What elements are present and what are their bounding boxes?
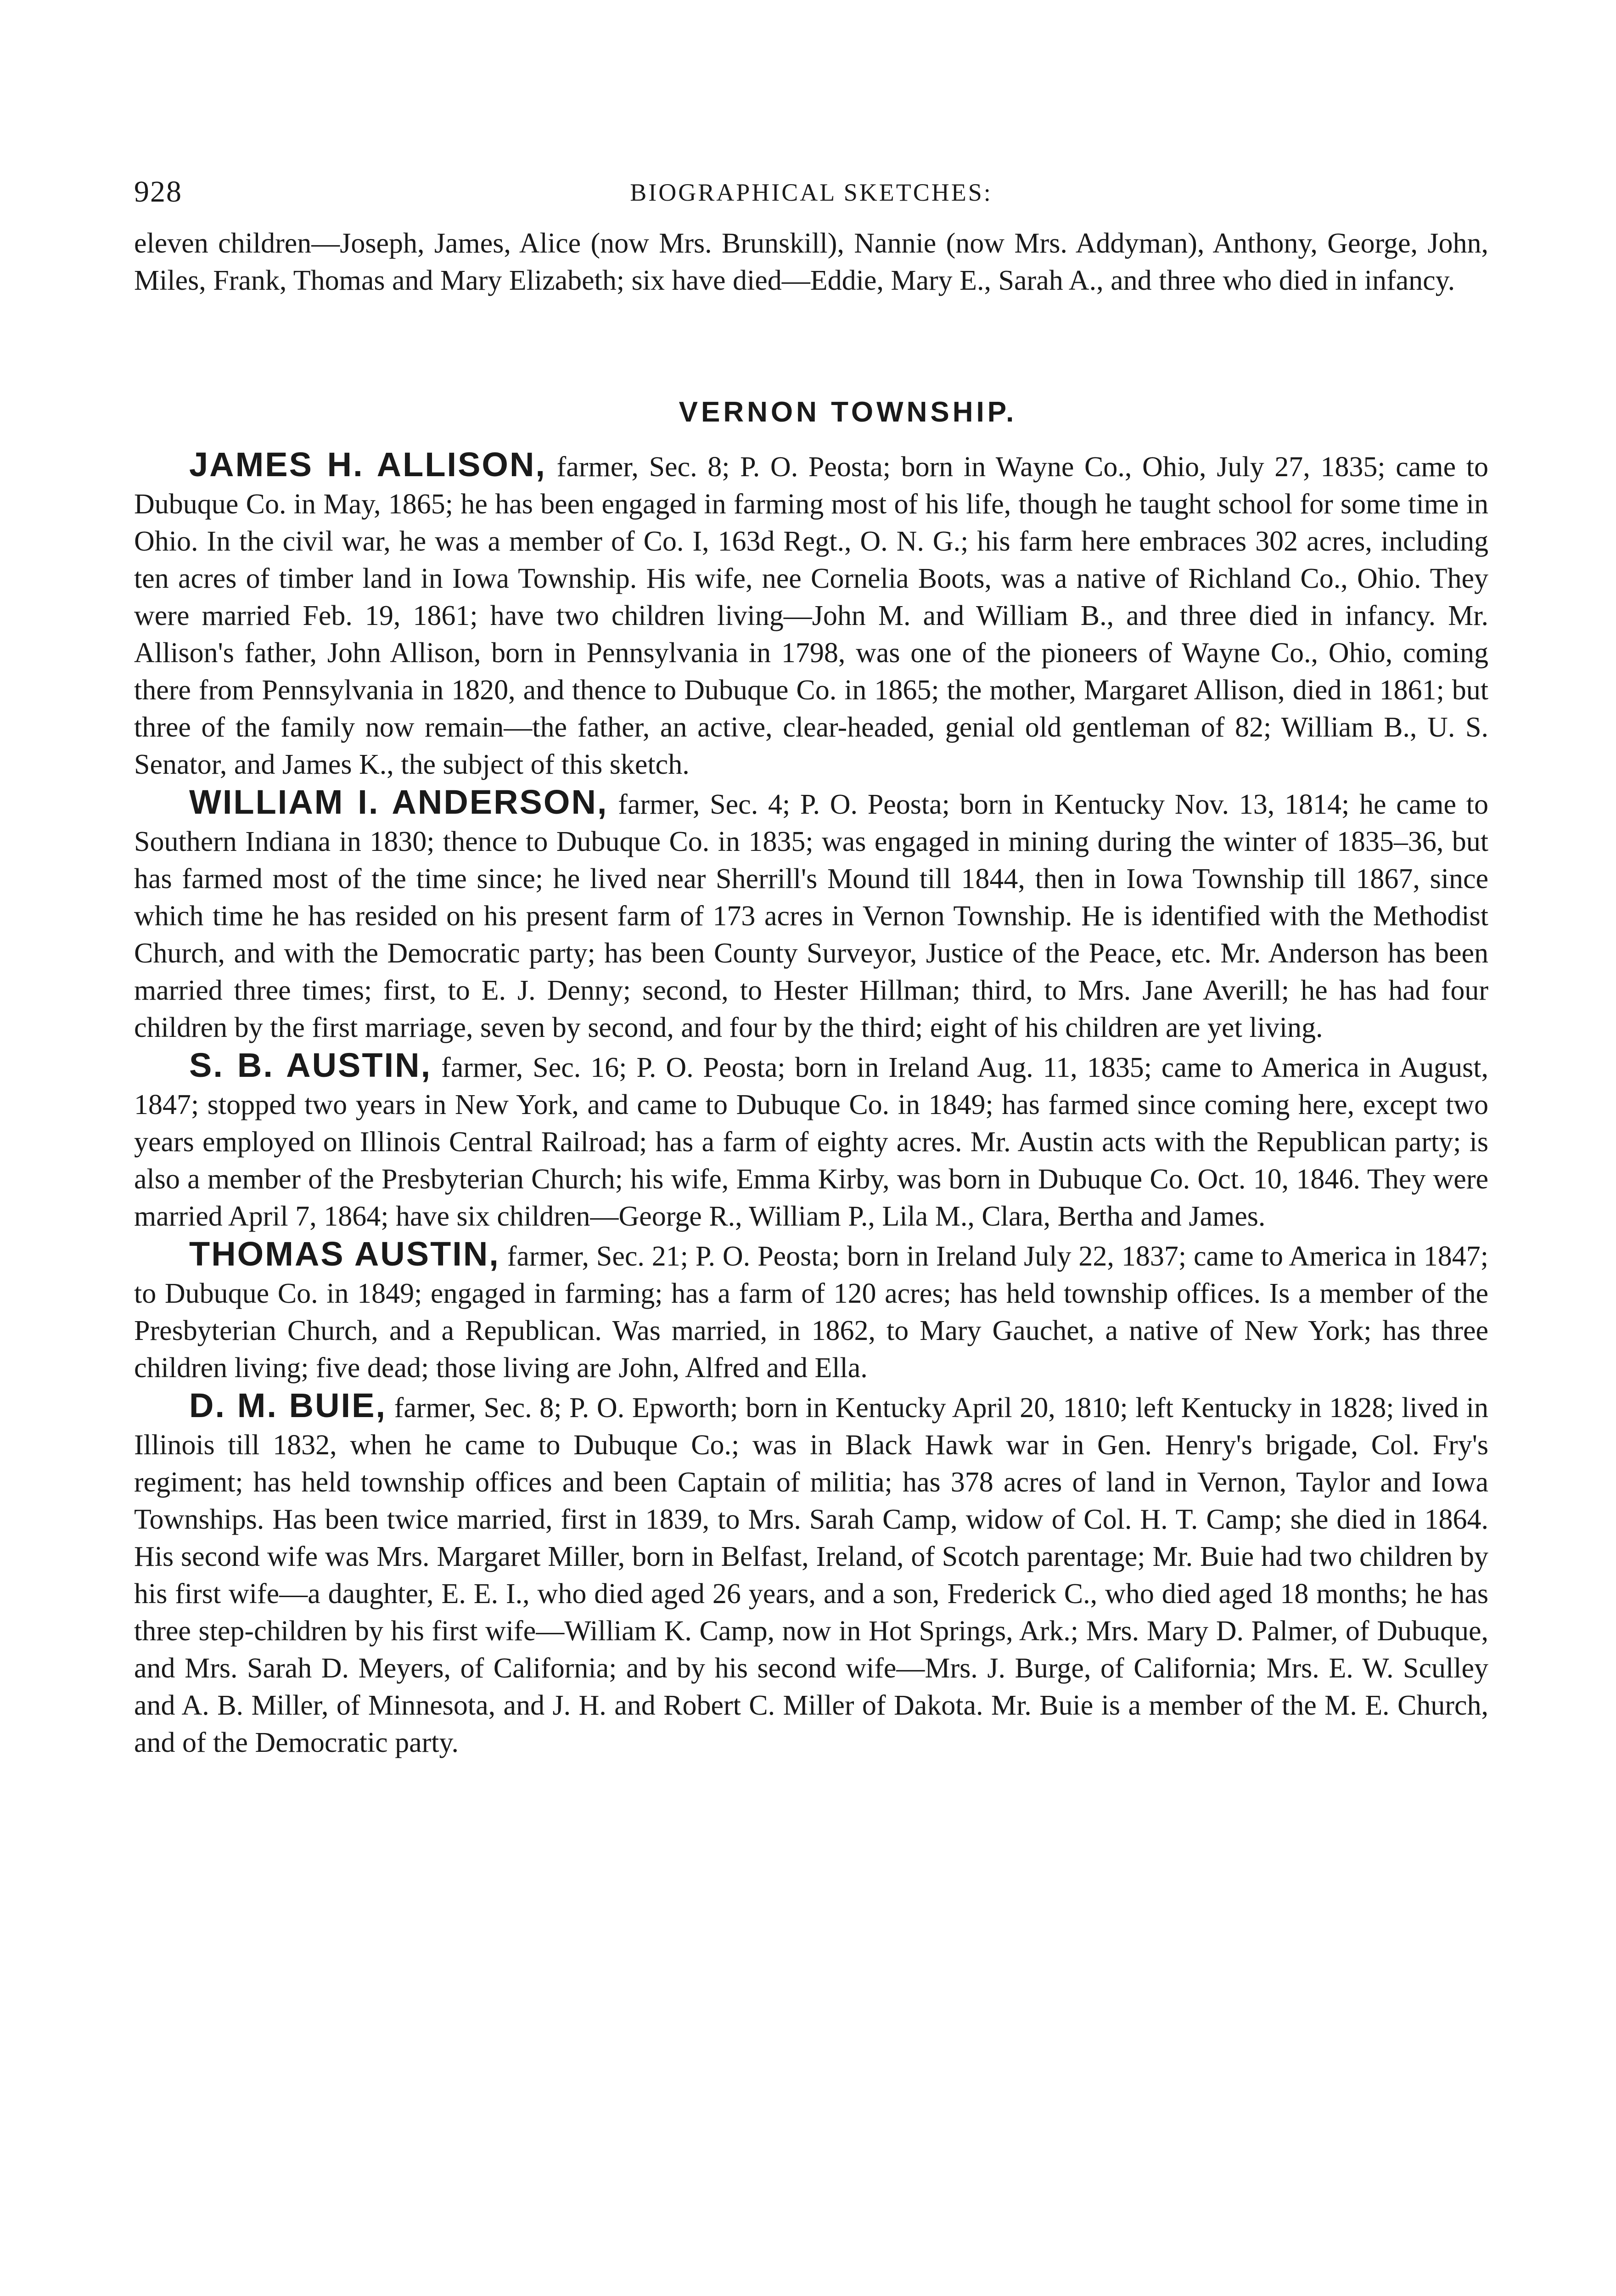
biography-entry	[134, 1047, 1488, 1235]
entry-text: farmer, Sec. 8; P. O. Epworth; born in Kentucky April 20, 1810; left Kentucky in 1828; lived in Illinois till 1832, when he came to Dubuque Co.; was in Black Hawk war in Gen. Henry's brigade, Col. Fry's regiment; has held township offices and been Captain of militia; has 378 acres of land in Vernon, Taylor and Iowa Townships. Has been twice married, first in 1839, to Mrs. Sarah Camp, widow of Col. H. T. Camp; she died in 1864. His second wife was Mrs. Margaret Miller, born in Belfast, Ireland, of Scotch parentage; Mr. Buie had two children by his first wife—a daughter, E. E. I., who died aged 26 years, and a son, Frederick C., who died aged 18 months; he has three step-children by his first wife—William K. Camp, now in Hot Springs, Ark.; Mrs. Mary D. Palmer, of Dubuque, and Mrs. Sarah D. Meyers, of California; and by his second wife—Mrs. J. Burge, of California; Mrs. E. W. Sculley and A. B. Miller, of Minnesota, and J. H. and Robert C. Miller of Dakota. Mr. Buie is a member of the M. E. Church, and of the Democratic party.	[134, 1392, 1488, 1758]
biography-entry	[134, 783, 1488, 1047]
running-header	[134, 174, 1488, 225]
entry-name: D. M. BUIE,	[189, 1386, 387, 1424]
entry-name: THOMAS AUSTIN,	[189, 1235, 500, 1273]
section-heading: VERNON TOWNSHIP.	[679, 396, 1017, 428]
entry-text: farmer, Sec. 21; P. O. Peosta; born in Ireland July 22, 1837; came to America in 1847; to Dubuque Co. in 1849; engaged in farming; has a farm of 120 acres; has held township offices. Is a member of the Presbyterian Church, and a Republican. Was married, in 1862, to Mary Gauchet, a native of New York; has three children living; five dead; those living are John, Alfred and Ella.	[134, 1241, 1488, 1384]
running-title: BIOGRAPHICAL SKETCHES:	[630, 179, 993, 206]
entry-text: farmer, Sec. 16; P. O. Peosta; born in Ireland Aug. 11, 1835; came to America in August, 1847; stopped two years in New York, and came to Dubuque Co. in 1849; has farmed since coming here, except two years employed on Illinois Central Railroad; has a farm of eighty acres. Mr. Austin acts with the Republican party; is also a member of the Presbyterian Church; his wife, Emma Kirby, was born in Dubuque Co. Oct. 10, 1846. They were married April 7, 1864; have six children—George R., William P., Lila M., Clara, Bertha and James.	[134, 1052, 1488, 1232]
page-number: 928	[134, 175, 182, 208]
continuation-paragraph: eleven children—Joseph, James, Alice (now Mrs. Brunskill), Nannie (now Mrs. Addyman), Anthony, George, John, Miles, Frank, Thomas and Mary Elizabeth; six have died—Eddie, Mary E., Sarah A., and three who died in infancy.	[134, 228, 1488, 296]
book-page	[134, 174, 1488, 1761]
entry-name: S. B. AUSTIN,	[189, 1046, 432, 1084]
entry-name: JAMES H. ALLISON,	[189, 445, 546, 484]
biography-entry	[134, 1387, 1488, 1761]
entry-text: farmer, Sec. 8; P. O. Peosta; born in Wayne Co., Ohio, July 27, 1835; came to Dubuque Co. in May, 1865; he has been engaged in farming most of his life, though he taught school for some time in Ohio. In the civil war, he was a member of Co. I, 163d Regt., O. N. G.; his farm here embraces 302 acres, including ten acres of timber land in Iowa Township. His wife, nee Cornelia Boots, was a native of Richland Co., Ohio. They were married Feb. 19, 1861; have two children living—John M. and William B., and three died in infancy. Mr. Allison's father, John Allison, born in Pennsylvania in 1798, was one of the pioneers of Wayne Co., Ohio, coming there from Pennsylvania in 1820, and thence to Dubuque Co. in 1865; the mother, Margaret Allison, died in 1861; but three of the family now remain—the father, an active, clear-headed, genial old gentleman of 82; William B., U. S. Senator, and James K., the subject of this sketch.	[134, 451, 1488, 780]
entry-name: WILLIAM I. ANDERSON,	[189, 783, 608, 821]
biography-entry	[134, 446, 1488, 783]
biography-entry	[134, 1235, 1488, 1387]
entry-text: farmer, Sec. 4; P. O. Peosta; born in Kentucky Nov. 13, 1814; he came to Southern Indiana in 1830; thence to Dubuque Co. in 1835; was engaged in mining during the winter of 1835–36, but has farmed most of the time since; he lived near Sherrill's Mound till 1844, then in Iowa Township till 1867, since which time he has resided on his present farm of 173 acres in Vernon Township. He is identified with the Methodist Church, and with the Democratic party; has been County Surveyor, Justice of the Peace, etc. Mr. Anderson has been married three times; first, to E. J. Denny; second, to Hester Hillman; third, to Mrs. Jane Averill; he has had four children by the first marriage, seven by second, and four by the third; eight of his children are yet living.	[134, 789, 1488, 1043]
